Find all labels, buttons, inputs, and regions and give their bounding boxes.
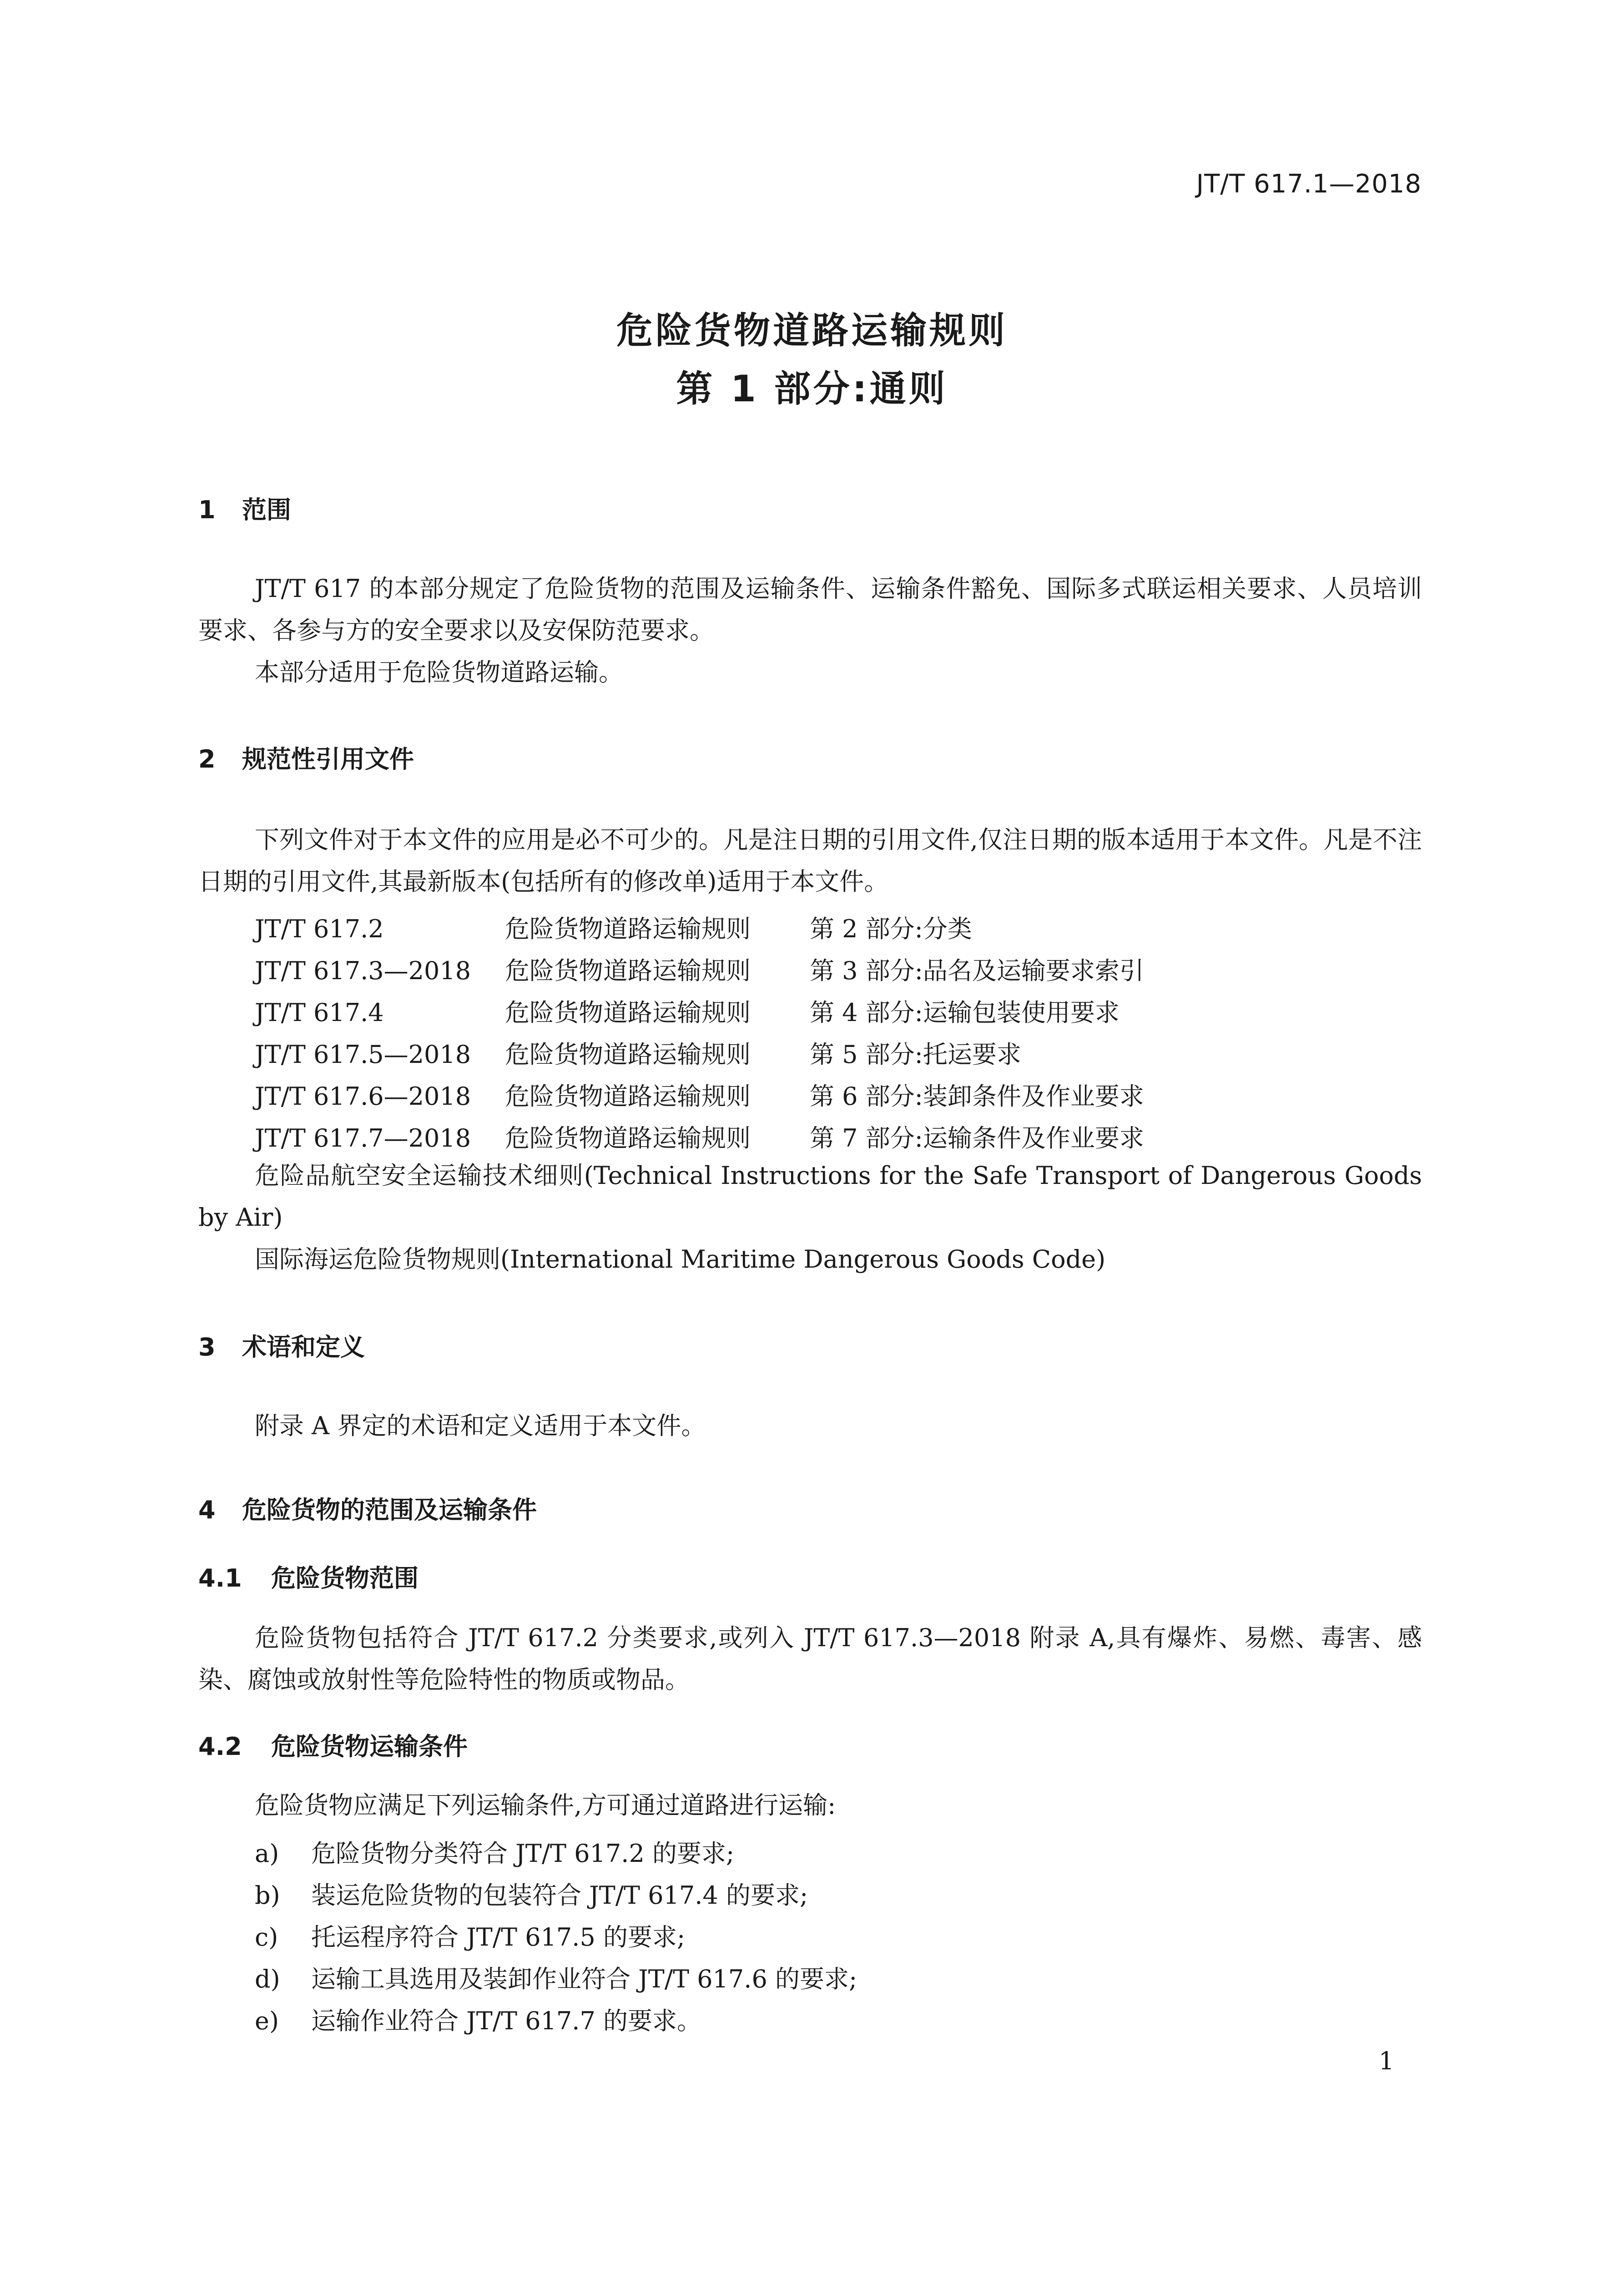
section-number: 1 <box>198 495 216 524</box>
reference-part: 第 7 部分:运输条件及作业要求 <box>810 1124 1144 1153</box>
document-code: JT/T 617.1—2018 <box>1196 169 1422 199</box>
section-2-intro: 下列文件对于本文件的应用是必不可少的。凡是注日期的引用文件,仅注日期的版本适用于本文件。凡是不注日期的引用文件,其最新版本(包括所有的修改单)适用于本文件。 <box>198 825 1422 896</box>
section-title: 规范性引用文件 <box>242 745 414 774</box>
section-2-heading <box>198 740 414 775</box>
reference-item <box>255 1035 1021 1070</box>
reference-item: 国际海运危险货物规则(International Maritime Dangerous Goods Code) <box>255 1245 1106 1274</box>
list-text: 托运程序符合 JT/T 617.5 的要求; <box>311 1923 686 1951</box>
section-4-heading <box>198 1491 537 1526</box>
reference-code: JT/T 617.4 <box>255 998 384 1027</box>
subsection-4-1-paragraph: 危险货物包括符合 JT/T 617.2 分类要求,或列入 JT/T 617.3—2018 附录 A,具有爆炸、易燃、毒害、感染、腐蚀或放射性等危险特性的物质或物品。 <box>198 1623 1422 1694</box>
subsection-4-2-intro: 危险货物应满足下列运输条件,方可通过道路进行运输: <box>255 1791 836 1820</box>
document-title: 危险货物道路运输规则 <box>616 309 1008 352</box>
reference-title: 危险货物道路运输规则 <box>505 998 751 1027</box>
reference-item <box>255 951 1144 986</box>
subsection-4-1-heading <box>198 1559 419 1594</box>
reference-part: 第 2 部分:分类 <box>810 915 972 943</box>
list-text: 装运危险货物的包装符合 JT/T 617.4 的要求; <box>311 1881 808 1910</box>
list-label: b) <box>255 1881 280 1910</box>
reference-item <box>255 1119 1144 1154</box>
reference-part: 第 3 部分:品名及运输要求索引 <box>810 956 1144 985</box>
section-number: 4.1 <box>198 1564 242 1592</box>
section-title: 范围 <box>242 495 291 524</box>
list-label: d) <box>255 1965 280 1993</box>
reference-part: 第 4 部分:运输包装使用要求 <box>810 998 1120 1027</box>
section-1-heading <box>198 490 291 526</box>
reference-item <box>255 910 972 945</box>
list-item <box>255 1834 734 1869</box>
document-subtitle: 第 1 部分:通则 <box>676 368 948 410</box>
reference-title: 危险货物道路运输规则 <box>505 1082 751 1111</box>
reference-part: 第 6 部分:装卸条件及作业要求 <box>810 1082 1144 1111</box>
reference-code: JT/T 617.3—2018 <box>255 956 471 985</box>
section-number: 4 <box>198 1496 216 1524</box>
section-title: 危险货物的范围及运输条件 <box>242 1496 537 1524</box>
section-title: 危险货物运输条件 <box>271 1732 468 1761</box>
reference-title: 危险货物道路运输规则 <box>505 956 751 985</box>
page-number: 1 <box>1378 2047 1394 2075</box>
section-1-paragraph: 本部分适用于危险货物道路运输。 <box>255 658 623 687</box>
section-title: 危险货物范围 <box>271 1564 419 1592</box>
reference-title: 危险货物道路运输规则 <box>505 1040 751 1069</box>
list-label: a) <box>255 1839 279 1868</box>
list-item <box>255 1876 808 1911</box>
reference-item: 危险品航空安全运输技术细则(Technical Instructions for the Safe Transport of Dangerous Goods by Air) <box>198 1161 1422 1232</box>
list-label: e) <box>255 2007 279 2035</box>
reference-code: JT/T 617.5—2018 <box>255 1040 471 1069</box>
reference-code: JT/T 617.7—2018 <box>255 1124 471 1153</box>
reference-part: 第 5 部分:托运要求 <box>810 1040 1021 1069</box>
section-3-heading <box>198 1328 365 1363</box>
section-number: 2 <box>198 745 216 774</box>
subsection-4-2-heading <box>198 1727 468 1762</box>
list-item <box>255 1960 857 1995</box>
reference-code: JT/T 617.2 <box>255 915 384 943</box>
section-number: 4.2 <box>198 1732 242 1761</box>
reference-title: 危险货物道路运输规则 <box>505 915 751 943</box>
list-text: 运输工具选用及装卸作业符合 JT/T 617.6 的要求; <box>311 1965 857 1993</box>
section-title: 术语和定义 <box>242 1333 365 1361</box>
reference-title: 危险货物道路运输规则 <box>505 1124 751 1153</box>
list-label: c) <box>255 1923 278 1951</box>
list-text: 危险货物分类符合 JT/T 617.2 的要求; <box>311 1839 735 1868</box>
section-3-paragraph: 附录 A 界定的术语和定义适用于本文件。 <box>255 1411 706 1440</box>
list-item <box>255 1918 685 1953</box>
reference-item <box>255 1077 1144 1112</box>
section-1-paragraph: JT/T 617 的本部分规定了危险货物的范围及运输条件、运输条件豁免、国际多式联运相关要求、人员培训要求、各参与方的安全要求以及安保防范要求。 <box>198 574 1422 645</box>
list-item <box>255 2002 701 2037</box>
list-text: 运输作业符合 JT/T 617.7 的要求。 <box>311 2007 701 2035</box>
reference-item <box>255 993 1120 1028</box>
reference-code: JT/T 617.6—2018 <box>255 1082 471 1111</box>
section-number: 3 <box>198 1333 216 1361</box>
